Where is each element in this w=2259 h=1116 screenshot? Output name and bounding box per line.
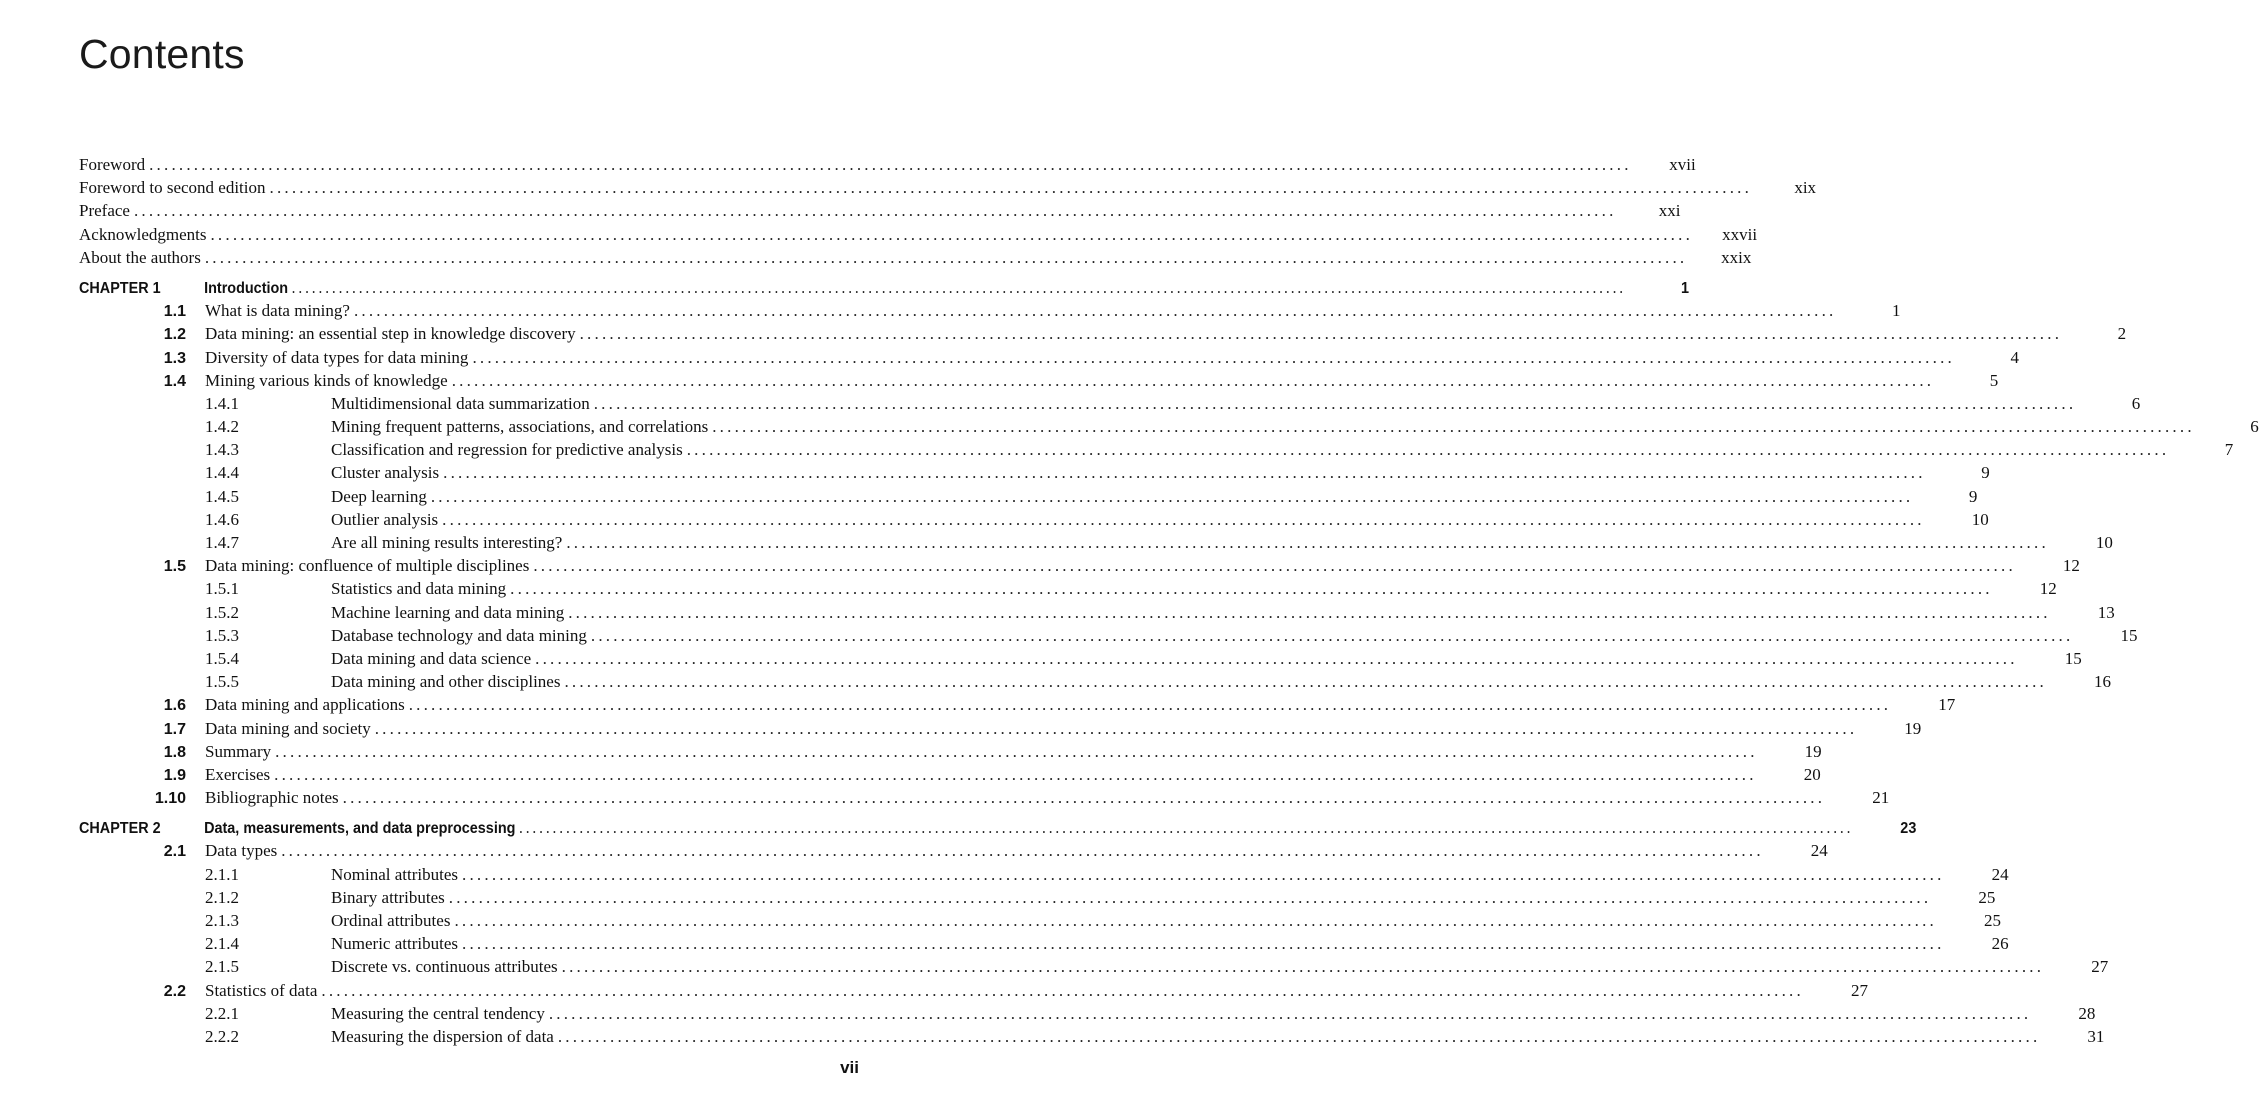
dot-leader: ....................................................................................................................................................................................................... <box>686 440 2170 460</box>
toc-subsection-number: 1.4.3 <box>205 440 239 460</box>
toc-subsection-number: 1.4.1 <box>205 393 239 413</box>
page-number: vii <box>840 1058 859 1077</box>
toc-entry-page: 1 <box>1892 301 1901 321</box>
toc-subsection-number: 1.5.3 <box>205 625 239 645</box>
toc-entry-section <box>79 763 1821 786</box>
toc-entry-page: xvii <box>1669 155 1696 174</box>
dot-leader: ....................................................................................................................................................................................................... <box>269 178 1753 198</box>
toc-entry-title: Foreword to second edition <box>79 178 266 198</box>
dot-leader: ....................................................................................................................................................................................................... <box>712 417 2195 437</box>
toc-entry-title: Outlier analysis <box>331 509 439 529</box>
toc-entry-title: Classification and regression for predictive analysis <box>331 440 683 460</box>
toc-entry-title: Nominal attributes <box>331 864 459 884</box>
dot-leader: ....................................................................................................................................................................................................... <box>442 509 1925 529</box>
toc-entry-number <box>79 438 331 461</box>
toc-entry-page: 7 <box>2224 440 2234 460</box>
toc-entry-page: xxi <box>1658 201 1681 221</box>
toc-entry-section <box>79 346 2019 369</box>
dot-leader: ....................................................................................................................................................................................................... <box>579 324 2063 344</box>
toc-entry-title: Data mining: an essential step in knowledge discovery <box>205 324 576 344</box>
dot-leader: ....................................................................................................................................................................................................... <box>462 934 1945 954</box>
toc-entry-number: 1.3 <box>163 349 186 367</box>
toc-entry-sub <box>79 531 2113 554</box>
toc-entry-title: Statistics and data mining <box>331 579 507 599</box>
dot-leader: ....................................................................................................................................................................................................... <box>548 1003 2032 1023</box>
toc-entry-title: Bibliographic notes <box>205 788 339 808</box>
toc-entry-page: 25 <box>1978 887 1996 907</box>
toc-entry-title: Cluster analysis <box>331 463 440 483</box>
dot-leader: ....................................................................................................................................................................................................... <box>204 247 1688 267</box>
toc-entry-number: 1.9 <box>163 766 186 784</box>
toc-entry-sub <box>79 670 2112 693</box>
toc-entry-section <box>79 839 1828 862</box>
toc-entry-number <box>79 1025 331 1048</box>
toc-entry-front <box>79 199 1681 222</box>
toc-entry-front <box>79 176 1817 199</box>
toc-entry-title: Binary attributes <box>331 887 445 907</box>
toc-entry-sub <box>79 886 1996 909</box>
toc-entry-sub <box>79 508 1989 531</box>
toc-entry-page: 6 <box>2250 417 2259 437</box>
toc-entry-section <box>79 740 1822 763</box>
toc-entry-page: 19 <box>1904 718 1922 738</box>
toc-entry-sub <box>79 624 2138 647</box>
dot-leader: ....................................................................................................................................................................................................... <box>557 1026 2041 1046</box>
dot-leader: ....................................................................................................................................................................................................... <box>149 155 1632 174</box>
toc-entry-number: 2.2 <box>163 982 186 1000</box>
toc-entry-number <box>79 863 331 886</box>
dot-leader: ....................................................................................................................................................................................................... <box>443 463 1926 483</box>
page-title: Contents <box>79 31 245 77</box>
toc-entry-number: 1.2 <box>163 326 186 344</box>
toc-entry-section <box>79 979 1868 1002</box>
dot-leader: ....................................................................................................................................................................................................... <box>353 301 1837 321</box>
toc-entry-front <box>79 153 1696 176</box>
dot-leader: ....................................................................................................................................................................................................... <box>593 393 2077 413</box>
toc-entry-title: Data mining and other disciplines <box>331 672 561 692</box>
toc-entry-number: CHAPTER 2 <box>79 820 161 838</box>
toc-entry-number: 2.1 <box>163 843 186 861</box>
toc-entry-sub <box>79 1002 2096 1025</box>
toc-entry-sub <box>79 1025 2105 1048</box>
toc-entry-number <box>79 624 331 647</box>
dot-leader: ....................................................................................................................................................................................................... <box>533 556 2016 576</box>
toc-entry-title: Machine learning and data mining <box>331 602 565 622</box>
toc-entry-front <box>79 223 1758 246</box>
toc-entry-number: 1.5 <box>163 558 186 576</box>
toc-entry-page: 20 <box>1803 764 1821 784</box>
toc-entry-page: 12 <box>2039 579 2057 599</box>
toc-entry-sub <box>79 461 1990 484</box>
toc-entry-title: Data mining and data science <box>331 648 532 668</box>
toc-subsection-number: 1.5.5 <box>205 672 239 692</box>
toc-subsection-number: 1.5.1 <box>205 579 239 599</box>
dot-leader: ....................................................................................................................................................................................................... <box>510 579 1993 599</box>
toc-subsection-number: 2.2.1 <box>205 1003 239 1023</box>
toc-subsection-number: 1.4.6 <box>205 509 239 529</box>
toc-entry-number: 1.4 <box>163 372 186 390</box>
toc-entry-page: 2 <box>2117 324 2127 344</box>
toc-entry-number <box>79 531 331 554</box>
toc-entry-page: 23 <box>1900 820 1917 838</box>
toc-entry-page: 24 <box>1810 841 1828 861</box>
toc-entry-title: Acknowledgments <box>79 224 207 244</box>
dot-leader: ....................................................................................................................................................................................................... <box>564 672 2048 692</box>
dot-leader: ....................................................................................................................................................................................................... <box>561 957 2045 977</box>
toc-entry-number <box>79 577 331 600</box>
toc-entry-title: Data, measurements, and data preprocessing <box>204 820 516 838</box>
toc-entry-title: Preface <box>79 201 130 221</box>
toc-entry-title: Diversity of data types for data mining <box>205 347 469 367</box>
dot-leader: ....................................................................................................................................................................................................... <box>590 625 2074 645</box>
toc-entry-number <box>79 647 331 670</box>
toc-entry-sub <box>79 438 2234 461</box>
table-of-contents <box>79 153 2259 1048</box>
toc-entry-number <box>79 955 331 978</box>
dot-leader: ....................................................................................................................................................................................................... <box>519 818 1854 838</box>
toc-entry-page: 5 <box>1989 370 1999 390</box>
toc-entry-sub <box>79 601 2115 624</box>
toc-entry-section <box>79 554 2080 577</box>
dot-leader: ....................................................................................................................................................................................................... <box>133 201 1617 221</box>
toc-entry-page: 26 <box>1991 934 2009 954</box>
dot-leader: ....................................................................................................................................................................................................... <box>374 718 1858 738</box>
toc-subsection-number: 2.2.2 <box>205 1026 239 1046</box>
toc-subsection-number: 2.1.4 <box>205 934 239 954</box>
toc-entry-page: 28 <box>2078 1003 2096 1023</box>
toc-entry-title: Mining frequent patterns, associations, and correlations <box>331 417 709 437</box>
toc-entry-title: Data types <box>205 841 278 861</box>
toc-entry-sub <box>79 863 2009 886</box>
toc-entry-title: Mining various kinds of knowledge <box>205 370 448 390</box>
toc-entry-page: 24 <box>1991 864 2009 884</box>
toc-entry-title: What is data mining? <box>205 301 350 321</box>
toc-subsection-number: 1.4.4 <box>205 463 239 483</box>
toc-entry-sub <box>79 392 2141 415</box>
toc-entry-section <box>79 693 1956 716</box>
toc-entry-number <box>79 485 331 508</box>
toc-entry-section <box>79 717 1922 740</box>
toc-subsection-number: 1.4.5 <box>205 486 239 506</box>
toc-entry-number <box>79 909 331 932</box>
toc-entry-sub <box>79 647 2082 670</box>
dot-leader: ....................................................................................................................................................................................................... <box>566 533 2049 552</box>
toc-entry-title: Introduction <box>204 279 289 297</box>
toc-entry-page: 17 <box>1938 695 1956 715</box>
toc-entry-number <box>79 601 331 624</box>
toc-entry-chapter <box>79 816 1917 839</box>
toc-entry-title: Data mining and applications <box>205 695 405 715</box>
toc-subsection-number: 2.1.2 <box>205 887 239 907</box>
toc-entry-page: 25 <box>1984 911 2002 930</box>
toc-entry-page: xxix <box>1721 247 1752 267</box>
toc-entry-number: 1.6 <box>163 697 186 715</box>
toc-entry-page: 21 <box>1872 788 1890 808</box>
toc-entry-title: Discrete vs. continuous attributes <box>331 957 558 977</box>
toc-entry-sub <box>79 485 1978 508</box>
dot-leader: ....................................................................................................................................................................................................... <box>472 347 1955 367</box>
dot-leader: ....................................................................................................................................................................................................... <box>451 370 1935 390</box>
toc-entry-number: CHAPTER 1 <box>79 279 161 297</box>
toc-entry-number <box>79 461 331 484</box>
toc-subsection-number: 2.1.3 <box>205 911 239 930</box>
toc-entry-title: About the authors <box>79 247 201 267</box>
toc-entry-page: 19 <box>1804 741 1822 761</box>
toc-entry-title: Data mining: confluence of multiple disciplines <box>205 556 530 576</box>
toc-entry-section <box>79 786 1890 809</box>
dot-leader: ....................................................................................................................................................................................................... <box>408 695 1892 715</box>
toc-entry-title: Statistics of data <box>205 980 318 1000</box>
toc-entry-title: Database technology and data mining <box>331 625 587 645</box>
toc-entry-title: Numeric attributes <box>331 934 458 954</box>
toc-entry-page: 15 <box>2064 648 2082 668</box>
dot-leader: ....................................................................................................................................................................................................... <box>275 741 1758 761</box>
toc-entry-title: Measuring the central tendency <box>331 1003 545 1023</box>
toc-subsection-number: 1.4.7 <box>205 533 239 552</box>
toc-entry-sub <box>79 932 2009 955</box>
toc-entry-section <box>79 322 2127 345</box>
toc-entry-title: Data mining and society <box>205 718 371 738</box>
dot-leader: ....................................................................................................................................................................................................... <box>291 277 1626 297</box>
toc-entry-front <box>79 246 1752 269</box>
toc-entry-page: 15 <box>2120 625 2138 645</box>
toc-entry-page: 4 <box>2010 347 2019 367</box>
dot-leader: ....................................................................................................................................................................................................... <box>274 764 1757 784</box>
toc-entry-title: Summary <box>205 741 272 761</box>
dot-leader: ....................................................................................................................................................................................................... <box>462 864 1945 884</box>
toc-entry-title: Measuring the dispersion of data <box>331 1026 554 1046</box>
toc-subsection-number: 1.4.2 <box>205 417 239 437</box>
dot-leader: ....................................................................................................................................................................................................... <box>568 602 2051 622</box>
toc-entry-section <box>79 369 1999 392</box>
toc-subsection-number: 2.1.1 <box>205 864 239 884</box>
toc-entry-number: 1.7 <box>163 720 186 738</box>
dot-leader: ....................................................................................................................................................................................................... <box>342 788 1826 808</box>
toc-entry-number <box>79 670 331 693</box>
dot-leader: ....................................................................................................................................................................................................... <box>535 648 2018 668</box>
toc-entry-number: 1.10 <box>154 790 186 808</box>
toc-entry-sub <box>79 955 2109 978</box>
toc-entry-page: 10 <box>2095 533 2113 552</box>
toc-entry-title: Exercises <box>205 764 271 784</box>
toc-entry-title: Are all mining results interesting? <box>331 533 563 552</box>
toc-entry-page: 13 <box>2097 602 2115 622</box>
toc-entry-page: xix <box>1794 178 1817 198</box>
toc-entry-title: Foreword <box>79 155 146 174</box>
toc-entry-page: xxvii <box>1722 224 1758 244</box>
toc-subsection-number: 2.1.5 <box>205 957 239 977</box>
toc-entry-number <box>79 415 331 438</box>
toc-entry-number <box>79 508 331 531</box>
toc-entry-number <box>79 932 331 955</box>
toc-entry-title: Ordinal attributes <box>331 911 451 930</box>
toc-entry-page: 27 <box>1850 980 1868 1000</box>
dot-leader: ....................................................................................................................................................................................................... <box>454 911 1938 930</box>
toc-entry-sub <box>79 577 2057 600</box>
toc-entry-page: 9 <box>1981 463 1990 483</box>
dot-leader: ....................................................................................................................................................................................................... <box>430 486 1914 506</box>
toc-entry-title: Deep learning <box>331 486 427 506</box>
dot-leader: ....................................................................................................................................................................................................... <box>281 841 1764 861</box>
toc-entry-section <box>79 299 1901 322</box>
dot-leader: ....................................................................................................................................................................................................... <box>210 224 1694 244</box>
toc-entry-number <box>79 1002 331 1025</box>
toc-entry-title: Multidimensional data summarization <box>331 393 590 413</box>
toc-entry-chapter <box>79 276 1689 299</box>
toc-entry-page: 31 <box>2087 1026 2105 1046</box>
toc-entry-sub <box>79 909 2002 932</box>
toc-entry-page: 12 <box>2062 556 2080 576</box>
toc-entry-page: 6 <box>2131 393 2141 413</box>
toc-subsection-number: 1.5.4 <box>205 648 239 668</box>
toc-entry-page: 16 <box>2094 672 2112 692</box>
toc-entry-sub <box>79 415 2259 438</box>
toc-subsection-number: 1.5.2 <box>205 602 239 622</box>
toc-entry-number: 1.1 <box>163 303 186 321</box>
toc-entry-page: 9 <box>1968 486 1978 506</box>
dot-leader: ....................................................................................................................................................................................................... <box>321 980 1804 1000</box>
toc-entry-page: 10 <box>1971 509 1989 529</box>
toc-entry-number <box>79 392 331 415</box>
toc-entry-page: 1 <box>1680 279 1689 297</box>
dot-leader: ....................................................................................................................................................................................................... <box>448 887 1932 907</box>
toc-entry-page: 27 <box>2091 957 2109 977</box>
toc-entry-number <box>79 886 331 909</box>
toc-entry-number: 1.8 <box>163 743 186 761</box>
